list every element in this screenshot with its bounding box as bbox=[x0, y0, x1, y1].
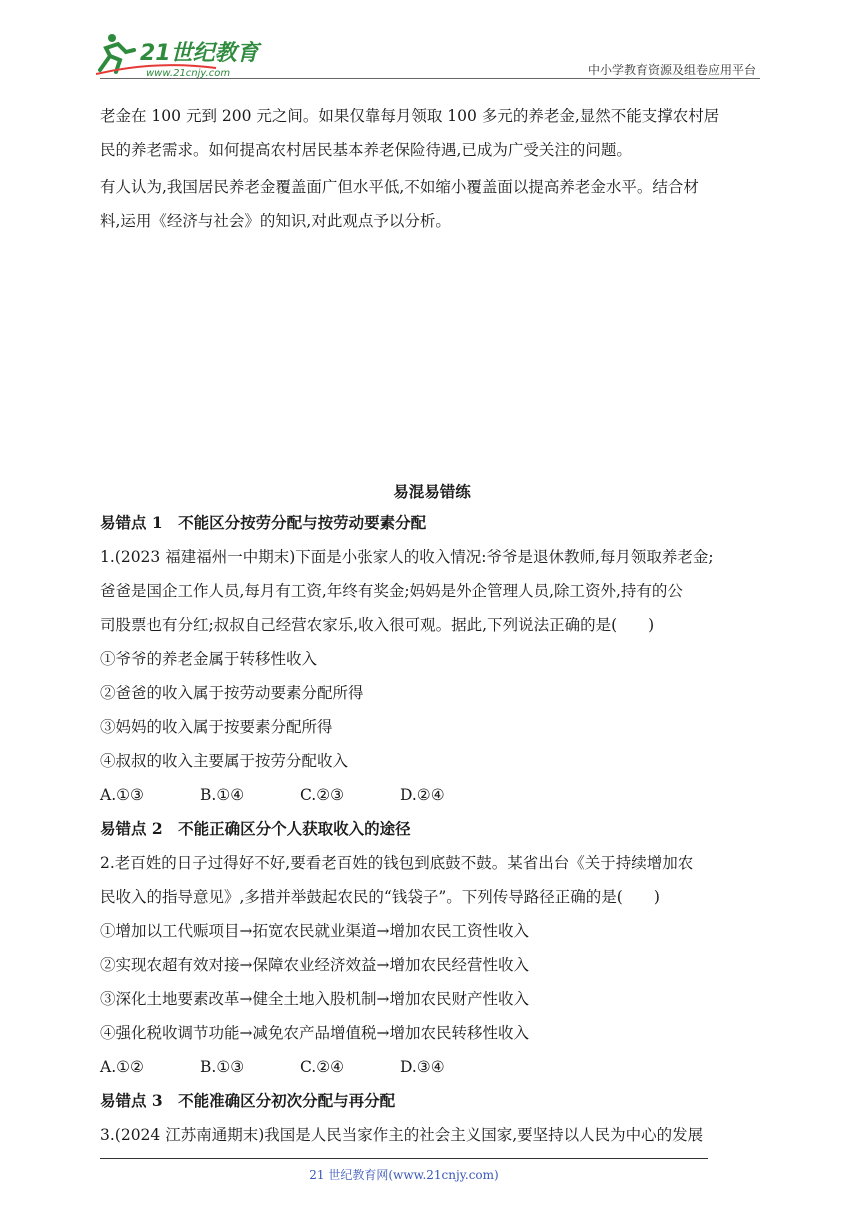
footer-divider bbox=[100, 1158, 708, 1159]
footer-text[interactable]: 21 世纪教育网(www.21cnjy.com) bbox=[309, 1168, 499, 1182]
option-c[interactable]: C.②④ bbox=[300, 1058, 345, 1076]
svg-text:www.21cnjy.com: www.21cnjy.com bbox=[146, 68, 231, 79]
option-d[interactable]: D.③④ bbox=[400, 1058, 445, 1076]
svg-text:21世纪教育: 21世纪教育 bbox=[140, 41, 259, 66]
answer-options bbox=[100, 1050, 500, 1084]
error-point-heading: 易错点 3 不能准确区分初次分配与再分配 bbox=[100, 1091, 396, 1110]
intro-line: 料,运用《经济与社会》的知识,对此观点予以分析。 bbox=[100, 212, 451, 230]
intro-line: 有人认为,我国居民养老金覆盖面广但水平低,不如缩小覆盖面以提高养老金水平。结合材 bbox=[100, 178, 699, 196]
option-c[interactable]: C.②③ bbox=[300, 786, 345, 804]
page-header bbox=[0, 0, 860, 80]
option-a[interactable]: A.①③ bbox=[100, 786, 144, 804]
question-line: 民收入的指导意见》,多措并举鼓起农民的“钱袋子”。下列传导路径正确的是( ) bbox=[100, 888, 660, 906]
option-d[interactable]: D.②④ bbox=[400, 786, 445, 804]
question-line: 司股票也有分红;叔叔自己经营农家乐,收入很可观。据此,下列说法正确的是( ) bbox=[100, 616, 655, 634]
statement-item: ②实现农超有效对接→保障农业经济效益→增加农民经营性收入 bbox=[100, 956, 529, 974]
logo-graphic bbox=[96, 30, 266, 80]
question-line: 爸爸是国企工作人员,每月有工资,年终有奖金;妈妈是外企管理人员,除工资外,持有的公 bbox=[100, 582, 683, 600]
statement-item: ①爷爷的养老金属于转移性收入 bbox=[100, 650, 318, 668]
error-point-heading: 易错点 2 不能正确区分个人获取收入的途径 bbox=[100, 819, 411, 838]
question-line: 2.老百姓的日子过得好不好,要看老百姓的钱包到底鼓不鼓。某省出台《关于持续增加农 bbox=[100, 854, 694, 872]
statement-item: ③妈妈的收入属于按要素分配所得 bbox=[100, 718, 333, 736]
intro-line: 老金在 100 元到 200 元之间。如果仅靠每月领取 100 多元的养老金,显然不能支撑农村居 bbox=[100, 107, 720, 125]
intro-line: 民的养老需求。如何提高农村居民基本养老保险待遇,已成为广受关注的问题。 bbox=[100, 141, 632, 159]
section-title: 易混易错练 bbox=[393, 482, 471, 501]
statement-item: ④强化税收调节功能→减免农产品增值税→增加农民转移性收入 bbox=[100, 1024, 529, 1042]
platform-name: 中小学教育资源及组卷应用平台 bbox=[587, 63, 756, 77]
statement-item: ①增加以工代赈项目→拓宽农民就业渠道→增加农民工资性收入 bbox=[100, 922, 529, 940]
logo bbox=[96, 30, 266, 80]
answer-options bbox=[100, 778, 500, 812]
question-line: 3.(2024 江苏南通期末)我国是人民当家作主的社会主义国家,要坚持以人民为中心的发展 bbox=[100, 1126, 704, 1144]
question-line: 1.(2023 福建福州一中期末)下面是小张家人的收入情况:爷爷是退休教师,每月领取养老金; bbox=[100, 548, 714, 566]
statement-item: ④叔叔的收入主要属于按劳分配收入 bbox=[100, 752, 349, 770]
option-b[interactable]: B.①④ bbox=[200, 786, 245, 804]
header-divider bbox=[100, 78, 760, 79]
statement-item: ③深化土地要素改革→健全土地入股机制→增加农民财产性收入 bbox=[100, 990, 529, 1008]
error-point-heading: 易错点 1 不能区分按劳分配与按劳动要素分配 bbox=[100, 513, 427, 532]
option-a[interactable]: A.①② bbox=[100, 1058, 144, 1076]
statement-item: ②爸爸的收入属于按劳动要素分配所得 bbox=[100, 684, 364, 702]
option-b[interactable]: B.①③ bbox=[200, 1058, 245, 1076]
